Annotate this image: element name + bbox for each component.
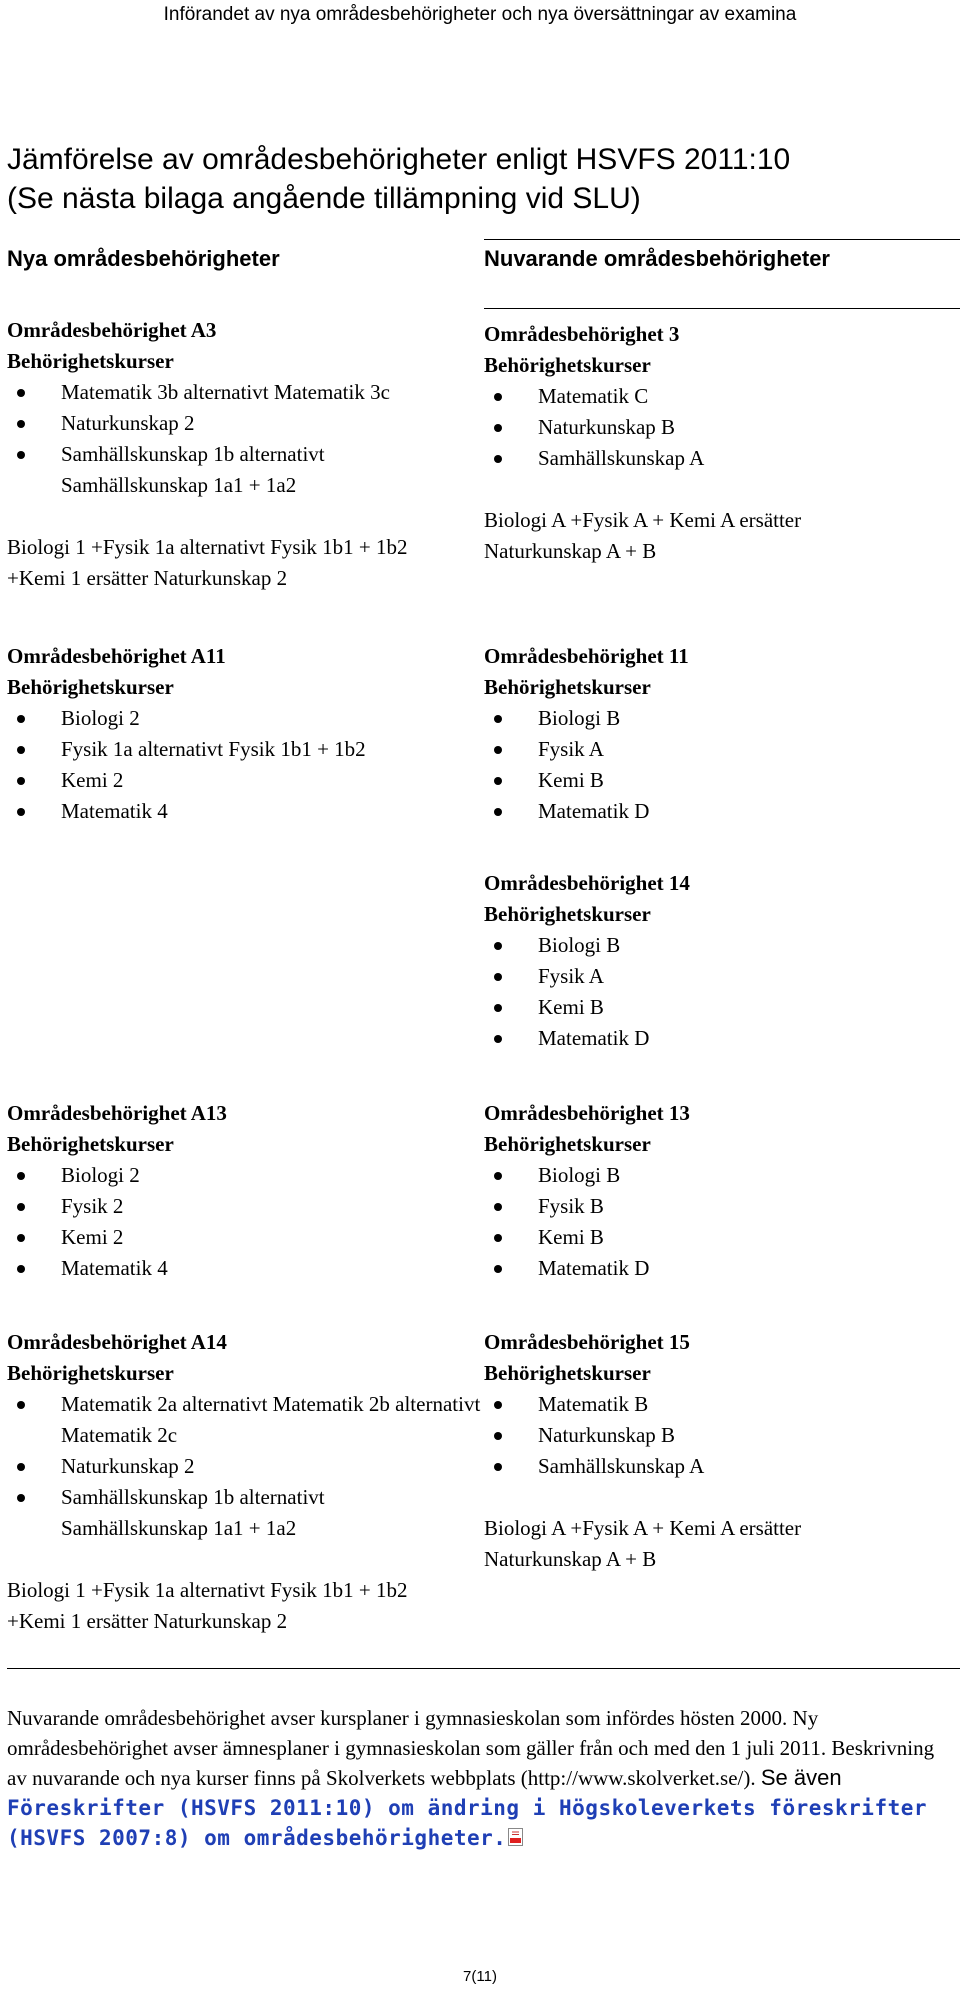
list-item: Kemi B bbox=[484, 992, 954, 1023]
block-14 bbox=[484, 868, 954, 1054]
list-item: Kemi 2 bbox=[7, 765, 477, 796]
list-item: Samhällskunskap 1b alternativt Samhällskunskap 1a1 + 1a2 bbox=[7, 1482, 431, 1544]
courses-label: Behörighetskurser bbox=[484, 1361, 651, 1385]
list-item: Naturkunskap B bbox=[484, 412, 954, 443]
list-item: Matematik 4 bbox=[7, 796, 477, 827]
courses-label: Behörighetskurser bbox=[7, 675, 174, 699]
list-item: Naturkunskap B bbox=[484, 1420, 954, 1451]
block-title: Områdesbehörighet 15 bbox=[484, 1330, 690, 1354]
list-item: Matematik C bbox=[484, 381, 954, 412]
list-item: Biologi B bbox=[484, 1160, 954, 1191]
footnote bbox=[7, 1703, 952, 1855]
block-note: Biologi A +Fysik A + Kemi A ersätter Naturkunskap A + B bbox=[484, 508, 802, 563]
course-list bbox=[484, 930, 954, 1054]
course-list bbox=[7, 703, 477, 827]
block-title: Områdesbehörighet A11 bbox=[7, 644, 226, 668]
course-list bbox=[484, 1160, 954, 1284]
title-line-1: Jämförelse av områdesbehörigheter enligt HSVFS 2011:10 bbox=[7, 143, 791, 176]
course-list bbox=[484, 1389, 954, 1482]
course-list bbox=[7, 1389, 481, 1544]
current-requirements-heading: Nuvarande områdesbehörigheter bbox=[484, 246, 830, 271]
block-title: Områdesbehörighet A14 bbox=[7, 1330, 227, 1354]
list-item: Naturkunskap 2 bbox=[7, 408, 477, 439]
see-also-text: Se även bbox=[760, 1765, 842, 1790]
list-item: Biologi 2 bbox=[7, 1160, 477, 1191]
block-title: Områdesbehörighet 11 bbox=[484, 644, 689, 668]
pdf-icon[interactable] bbox=[508, 1825, 525, 1855]
courses-label: Behörighetskurser bbox=[484, 902, 651, 926]
block-a11 bbox=[7, 641, 477, 827]
footnote-text: Nuvarande områdesbehörighet avser kursplaner i gymnasieskolan som infördes hösten 2000. Ny områdesbehörighet avser ämnesplaner i gymnasieskolan som gäller från och med den 1 juli 2011. Beskrivning av nuvarande och nya kurser finns på Skolverkets webbplats (http://www.skolverket.se/). bbox=[7, 1706, 935, 1790]
block-note: Biologi 1 +Fysik 1a alternativt Fysik 1b1 + 1b2 +Kemi 1 ersätter Naturkunskap 2 bbox=[7, 535, 408, 590]
regulation-link[interactable]: Föreskrifter (HSVFS 2011:10) om ändring i Högskoleverkets föreskrifter (HSVFS 2007:8) om områdesbehörigheter. bbox=[7, 1796, 928, 1850]
list-item: Samhällskunskap A bbox=[484, 1451, 954, 1482]
new-requirements-heading: Nya områdesbehörigheter bbox=[7, 246, 280, 271]
list-item: Samhällskunskap 1b alternativt Samhällskunskap 1a1 + 1a2 bbox=[7, 439, 431, 501]
list-item: Kemi 2 bbox=[7, 1222, 477, 1253]
heading-rule bbox=[484, 308, 960, 309]
block-a13 bbox=[7, 1098, 477, 1284]
list-item: Naturkunskap 2 bbox=[7, 1451, 477, 1482]
list-item: Matematik 2a alternativt Matematik 2b alternativt Matematik 2c bbox=[7, 1389, 481, 1451]
list-item: Samhällskunskap A bbox=[484, 443, 954, 474]
title-line-2: (Se nästa bilaga angående tillämpning vid SLU) bbox=[7, 182, 641, 215]
list-item: Fysik A bbox=[484, 734, 954, 765]
block-title: Områdesbehörighet 3 bbox=[484, 322, 680, 346]
top-rule bbox=[484, 239, 960, 240]
courses-label: Behörighetskurser bbox=[7, 1132, 174, 1156]
block-title: Områdesbehörighet A3 bbox=[7, 318, 217, 342]
courses-label: Behörighetskurser bbox=[484, 675, 651, 699]
courses-label: Behörighetskurser bbox=[484, 353, 651, 377]
bottom-rule bbox=[7, 1668, 960, 1669]
list-item: Fysik B bbox=[484, 1191, 954, 1222]
list-item: Matematik B bbox=[484, 1389, 954, 1420]
block-note: Biologi 1 +Fysik 1a alternativt Fysik 1b1 + 1b2 +Kemi 1 ersätter Naturkunskap 2 bbox=[7, 1578, 408, 1633]
list-item: Matematik 4 bbox=[7, 1253, 477, 1284]
page-title bbox=[7, 140, 790, 218]
block-a3 bbox=[7, 315, 477, 594]
course-list bbox=[484, 381, 954, 474]
block-a14 bbox=[7, 1327, 481, 1637]
list-item: Fysik 2 bbox=[7, 1191, 477, 1222]
list-item: Matematik D bbox=[484, 1023, 954, 1054]
course-list bbox=[7, 377, 477, 501]
list-item: Kemi B bbox=[484, 1222, 954, 1253]
courses-label: Behörighetskurser bbox=[484, 1132, 651, 1156]
list-item: Kemi B bbox=[484, 765, 954, 796]
page-number: 7(11) bbox=[463, 1968, 497, 1985]
course-list bbox=[7, 1160, 477, 1284]
block-title: Områdesbehörighet 13 bbox=[484, 1101, 690, 1125]
list-item: Fysik 1a alternativt Fysik 1b1 + 1b2 bbox=[7, 734, 477, 765]
block-3 bbox=[484, 319, 954, 567]
list-item: Fysik A bbox=[484, 961, 954, 992]
course-list bbox=[484, 703, 954, 827]
block-13 bbox=[484, 1098, 954, 1284]
list-item: Biologi B bbox=[484, 930, 954, 961]
page-header: Införandet av nya områdesbehörigheter och nya översättningar av examina bbox=[163, 4, 797, 25]
list-item: Matematik 3b alternativt Matematik 3c bbox=[7, 377, 477, 408]
list-item: Biologi 2 bbox=[7, 703, 477, 734]
block-11 bbox=[484, 641, 954, 827]
list-item: Matematik D bbox=[484, 1253, 954, 1284]
block-title: Områdesbehörighet 14 bbox=[484, 871, 690, 895]
block-note: Biologi A +Fysik A + Kemi A ersätter Naturkunskap A + B bbox=[484, 1516, 802, 1571]
courses-label: Behörighetskurser bbox=[7, 1361, 174, 1385]
list-item: Matematik D bbox=[484, 796, 954, 827]
list-item: Biologi B bbox=[484, 703, 954, 734]
courses-label: Behörighetskurser bbox=[7, 349, 174, 373]
block-15 bbox=[484, 1327, 954, 1575]
block-title: Områdesbehörighet A13 bbox=[7, 1101, 227, 1125]
